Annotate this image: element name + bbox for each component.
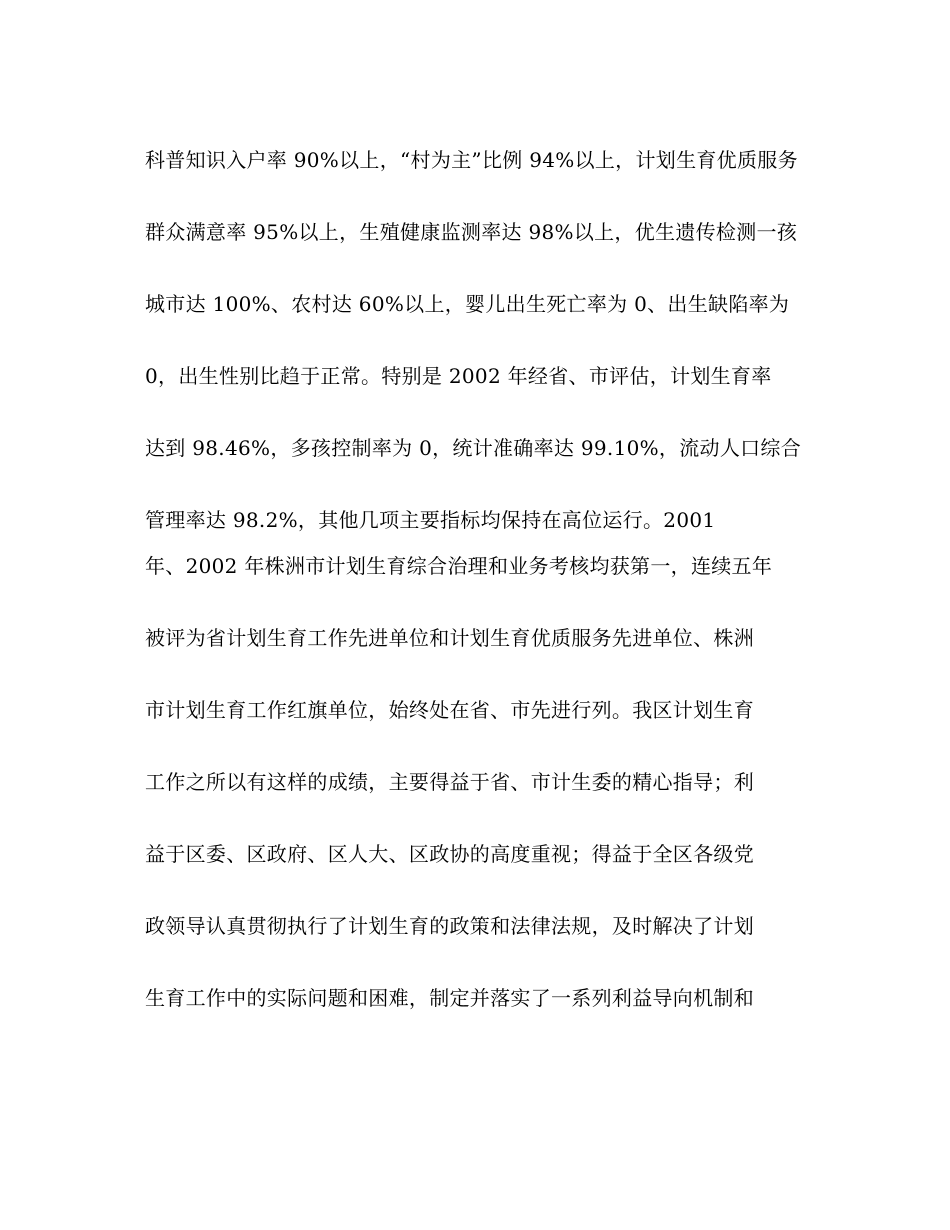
- text-line: 群众满意率 95%以上，生殖健康监测率达 98%以上，优生遗传检测一孩: [145, 220, 798, 244]
- text-line: 益于区委、区政府、区人大、区政协的高度重视；得益于全区各级党: [145, 842, 754, 866]
- text-line: 科普知识入户率 90%以上，“村为主”比例 94%以上，计划生育优质服务: [145, 148, 798, 172]
- text-line: 被评为省计划生育工作先进单位和计划生育优质服务先进单位、株洲: [145, 626, 754, 650]
- text-line: 年、2002 年株洲市计划生育综合治理和业务考核均获第一，连续五年: [145, 554, 773, 578]
- text-line: 生育工作中的实际问题和困难，制定并落实了一系列利益导向机制和: [145, 986, 754, 1010]
- text-line: 工作之所以有这样的成绩，主要得益于省、市计生委的精心指导；利: [145, 770, 754, 794]
- text-line: 市计划生育工作红旗单位，始终处在省、市先进行列。我区计划生育: [145, 698, 754, 722]
- text-line: 达到 98.46%，多孩控制率为 0，统计准确率达 99.10%，流动人口综合: [145, 436, 802, 460]
- text-line: 0，出生性别比趋于正常。特别是 2002 年经省、市评估，计划生育率: [145, 364, 772, 388]
- text-line: 城市达 100%、农村达 60%以上，婴儿出生死亡率为 0、出生缺陷率为: [145, 292, 790, 316]
- body-text: [145, 140, 815, 1050]
- text-line: 政领导认真贯彻执行了计划生育的政策和法律法规，及时解决了计划: [145, 914, 754, 938]
- text-line: 管理率达 98.2%，其他几项主要指标均保持在高位运行。2001: [145, 508, 716, 532]
